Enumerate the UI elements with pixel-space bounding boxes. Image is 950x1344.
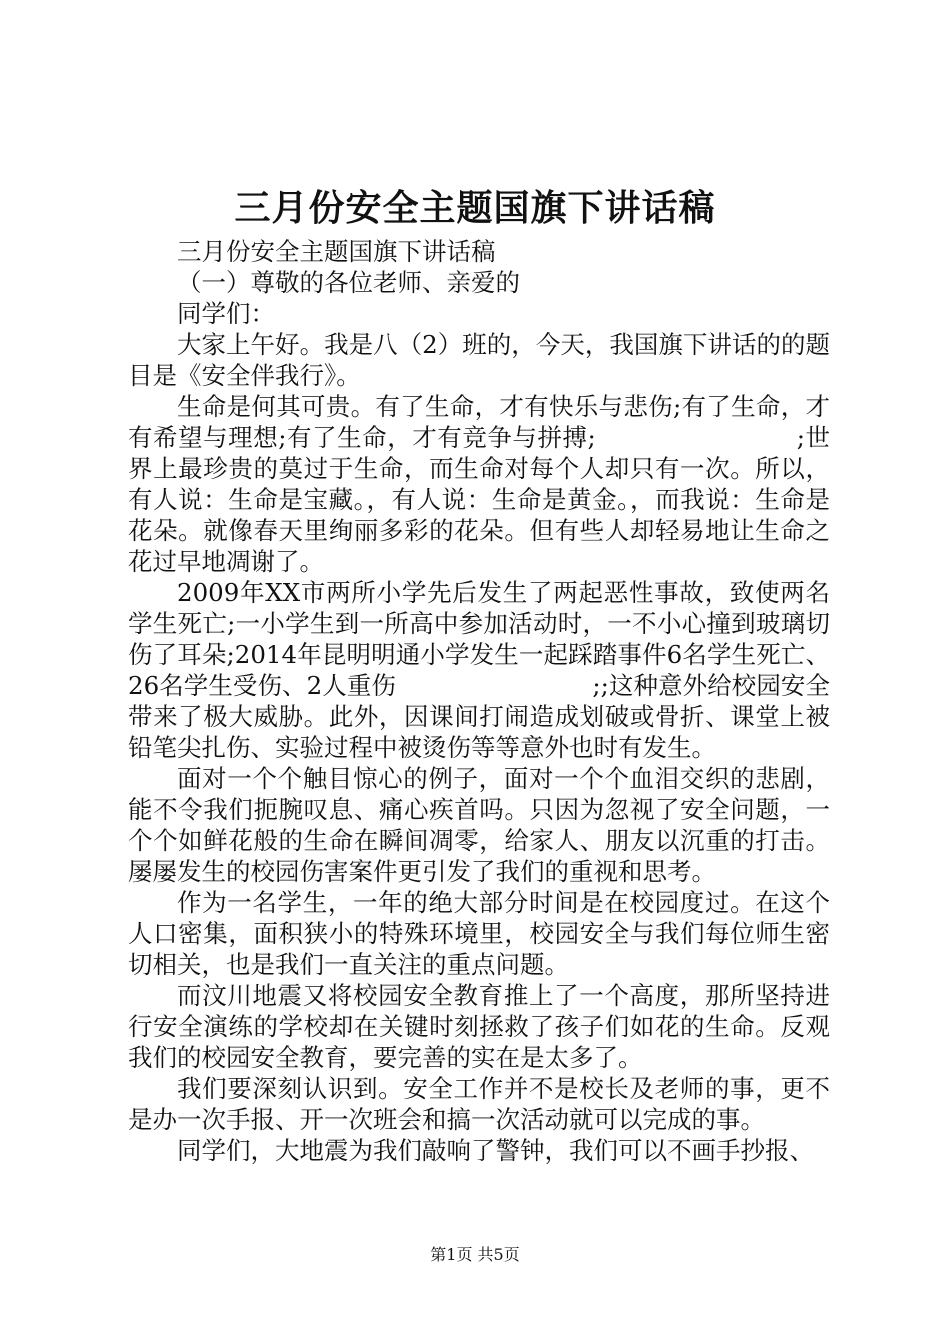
document-body (128, 236, 830, 1166)
document-title: 三月份安全主题国旗下讲话稿 (234, 187, 716, 229)
page-footer: 第1页 共5页 (430, 1245, 520, 1264)
paragraph: 同学们，大地震为我们敲响了警钟，我们可以不画手抄报、 (177, 1136, 814, 1165)
paragraph: 生命是何其可贵。有了生命，才有快乐与悲伤;有了生命，才有希望与理想;有了生命，才有竞争与拼搏; ;世界上最珍贵的莫过于生命，而生命对每个人却只有一次。所以，有人说：生命是宝藏。，有人说：生命是黄金。，而我说：生命是花朵。就像春天里绚丽多彩的花朵。但有些人却轻易地让生命之花过早地凋谢了。 (128, 392, 830, 576)
paragraph: 作为一名学生，一年的绝大部分时间是在校园度过。在这个人口密集，面积狭小的特殊环境里，校园安全与我们每位师生密切相关，也是我们一直关注的重点问题。 (128, 888, 830, 979)
paragraph: 我们要深刻认识到。安全工作并不是校长及老师的事，更不是办一次手报、开一次班会和搞一次活动就可以完成的事。 (128, 1074, 830, 1134)
paragraph: 三月份安全主题国旗下讲话稿 (177, 237, 496, 266)
paragraph: 2009年XX市两所小学先后发生了两起恶性事故，致使两名学生死亡;一小学生到一所高中参加活动时，一不小心撞到玻璃切伤了耳朵;2014年昆明明通小学发生一起踩踏事件6名学生死亡、26名学生受伤、2人重伤 ;;这种意外给校园安全带来了极大威胁。此外，因课间打闹造成划破或骨折、课堂上被铅笔尖扎伤、实验过程中被烫伤等等意外也时有发生。 (128, 578, 830, 762)
paragraph: 面对一个个触目惊心的例子，面对一个个血泪交织的悲剧，能不令我们扼腕叹息、痛心疾首吗。只因为忽视了安全问题，一个个如鲜花般的生命在瞬间凋零，给家人、朋友以沉重的打击。屡屡发生的校园伤害案件更引发了我们的重视和思考。 (128, 764, 830, 886)
paragraph: 大家上午好。我是八（2）班的，今天，我国旗下讲话的的题目是《安全伴我行》。 (128, 330, 830, 390)
paragraph: 而汶川地震又将校园安全教育推上了一个高度，那所坚持进行安全演练的学校却在关键时刻拯救了孩子们如花的生命。反观我们的校园安全教育，要完善的实在是太多了。 (128, 981, 830, 1072)
paragraph: 同学们： (177, 299, 275, 328)
paragraph: （一）尊敬的各位老师、亲爱的 (177, 268, 520, 297)
